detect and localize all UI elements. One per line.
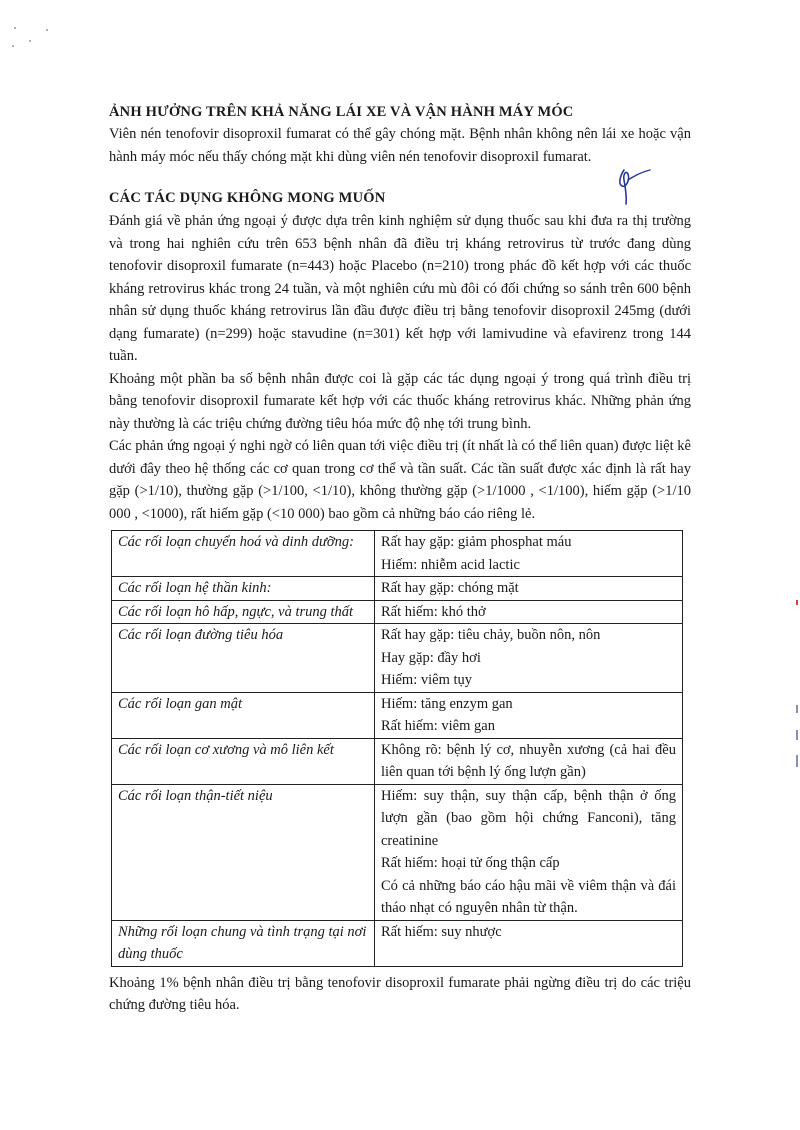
effect-line: Hiếm: viêm tụy <box>381 672 473 688</box>
table-row <box>112 577 683 601</box>
section-body-driving: Viên nén tenofovir disoproxil fumarat có thể gây chóng mặt. Bệnh nhân không nên lái xe hoặc vận hành máy móc nếu thấy chóng mặt khi dùng viên nén tenofovir disoproxil fumarat. <box>109 126 691 165</box>
effect-line: Rất hay gặp: chóng mặt <box>381 580 519 596</box>
section-adverse-effects <box>109 188 691 525</box>
adverse-effects-table <box>111 530 683 967</box>
effect-line: Rất hay gặp: tiêu chảy, buồn nôn, nôn <box>381 627 601 643</box>
effect-line: Rất hiếm: hoại tử ống thận cấp <box>381 855 560 871</box>
effect-line: Có cả những báo cáo hậu mãi về viêm thận và đái tháo nhạt có nguyên nhân từ thận. <box>381 877 676 916</box>
effects-cell <box>375 624 683 693</box>
table-row <box>112 692 683 738</box>
scan-speck <box>12 45 14 47</box>
organ-system-cell: Các rối loạn gan mật <box>112 692 375 738</box>
effect-line: Hay gặp: đầy hơi <box>381 649 481 666</box>
effects-cell <box>375 692 683 738</box>
effects-cell <box>375 784 683 920</box>
effect-line: Rất hiếm: suy nhược <box>381 923 502 940</box>
table-row <box>112 784 683 920</box>
effects-cell <box>375 920 683 966</box>
table-row <box>112 920 683 966</box>
scan-speck <box>14 27 16 29</box>
effect-line: Hiếm: nhiễm acid lactic <box>381 556 520 573</box>
table-row <box>112 624 683 693</box>
organ-system-cell: Các rối loạn cơ xương và mô liên kết <box>112 738 375 784</box>
closing-paragraph: Khoảng 1% bệnh nhân điều trị bằng tenofovir disoproxil fumarate phải ngừng điều trị do các triệu chứng đường tiêu hóa. <box>109 974 691 1013</box>
organ-system-cell: Các rối loạn đường tiêu hóa <box>112 624 375 693</box>
document-content <box>109 102 691 1017</box>
organ-system-cell: Những rối loạn chung và tình trạng tại nơi dùng thuốc <box>112 920 375 966</box>
effects-cell <box>375 600 683 624</box>
section-heading-adverse-effects: CÁC TÁC DỤNG KHÔNG MONG MUỐN <box>109 190 386 206</box>
effects-cell <box>375 531 683 577</box>
organ-system-cell: Các rối loạn hệ thần kinh: <box>112 577 375 601</box>
edge-artifact <box>790 480 800 780</box>
table-row <box>112 600 683 624</box>
effect-line: Hiếm: tăng enzym gan <box>381 695 513 712</box>
paragraph: Khoảng một phần ba số bệnh nhân được coi là gặp các tác dụng ngoại ý trong quá trình điều trị bằng tenofovir disoproxil fumarate kết hợp với các thuốc kháng retrovirus khác. Những phản ứng này thường là các triệu chứng đường tiêu hóa mức độ nhẹ tới trung bình. <box>109 370 691 432</box>
effect-line: Rất hiếm: viêm gan <box>381 718 495 734</box>
effects-cell <box>375 738 683 784</box>
section-driving <box>109 102 691 168</box>
effects-cell <box>375 577 683 601</box>
effect-line: Rất hay gặp: giảm phosphat máu <box>381 534 572 550</box>
organ-system-cell: Các rối loạn thận-tiết niệu <box>112 784 375 920</box>
scan-speck <box>46 29 48 31</box>
section-heading-driving: ẢNH HƯỞNG TRÊN KHẢ NĂNG LÁI XE VÀ VẬN HÀNH MÁY MÓC <box>109 104 574 120</box>
paragraph: Các phản ứng ngoại ý nghi ngờ có liên quan tới việc điều trị (ít nhất là có thể liên quan) được liệt kê dưới đây theo hệ thống các cơ quan trong cơ thể và tần suất. Các tần suất được xác định là rất hay gặp (>1/10), thường gặp (>1/100, <1/10), không thường gặp (>1/1000 , <1/100), hiếm gặp (>1/10 000 , <1000), rất hiếm gặp (<10 000) bao gồm cả những báo cáo riêng lẻ. <box>109 438 691 522</box>
scan-speck <box>29 40 31 42</box>
organ-system-cell: Các rối loạn hô hấp, ngực, và trung thất <box>112 600 375 624</box>
effect-line: Hiếm: suy thận, suy thận cấp, bệnh thận ở ống lượn gần (bao gồm hội chứng Fanconi), tăng creatinine <box>381 787 676 849</box>
effect-line: Rất hiếm: khó thở <box>381 603 486 620</box>
organ-system-cell: Các rối loạn chuyển hoá và dinh dưỡng: <box>112 531 375 577</box>
paragraph: Đánh giá về phản ứng ngoại ý được dựa trên kinh nghiệm sử dụng thuốc sau khi đưa ra thị trường và trong hai nghiên cứu trên 653 bệnh nhân đã điều trị kháng retrovirus từ trước đang dùng tenofovir disoproxil fumarate (n=443) hoặc Placebo (n=210) trong phác đồ kết hợp với các thuốc kháng retrovirus khác trong 24 tuần, và một nghiên cứu mù đôi có đối chứng so sánh trên 600 bệnh nhân sử dụng thuốc kháng retrovirus lần đầu được điều trị bằng tenofovir disoproxil 245mg (dưới dạng fumarate) (n=299) hoặc stavudine (n=301) kết hợp với lamivudine và efavirenz trong 144 tuần. <box>109 213 691 364</box>
table-row <box>112 531 683 577</box>
table-row <box>112 738 683 784</box>
effect-line: Không rõ: bệnh lý cơ, nhuyễn xương (cả hai đều liên quan tới bệnh lý ống lượn gần) <box>381 741 676 780</box>
